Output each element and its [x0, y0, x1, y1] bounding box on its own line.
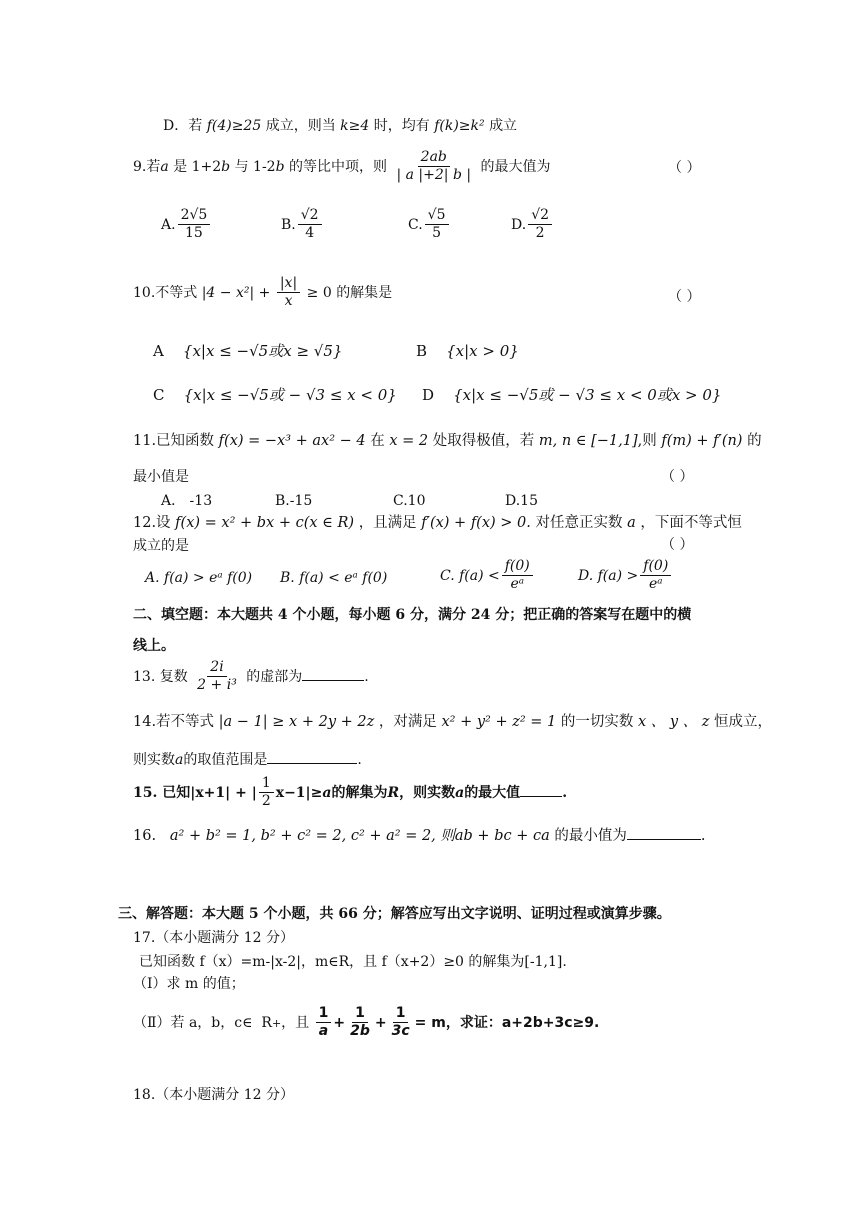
- q17-frac-2: $\frac{1}{2b}$: [350, 1005, 370, 1040]
- q8-option-d: D．若 f(4)≥25 成立，则当 k≥4 时，均有 f(k)≥k² 成立: [163, 118, 518, 134]
- q15-answer-blank[interactable]: [520, 796, 562, 797]
- q16-answer-blank[interactable]: [627, 839, 701, 840]
- section3-heading: 三、解答题：本大题 5 个小题，共 66 分；解答应写出文字说明、证明过程或演算步骤。: [118, 906, 671, 922]
- q14-stem-line2: 则实数a的取值范围是 .: [133, 752, 362, 768]
- q12-option-d-frac: $\frac{f(0)}{\text{eᵃ}}$: [640, 559, 671, 593]
- q18-header: 18.（本小题满分 12 分）: [133, 1087, 294, 1103]
- q9-option-a-frac: $\frac{2√5}{15}$: [178, 208, 211, 242]
- q11-stem: 11.已知函数 f(x) = −x³ + ax² − 4 在 x = 2 处取得极值，若 m, n ∈ [−1,1],则 f(m) + f′(n) 的: [133, 433, 762, 449]
- q10-fraction: $\frac{|x|}{x}$: [277, 276, 300, 310]
- q13-stem: 13. 复数 $\frac{2i}{\text{2 + i³}}$ 的虚部为 .: [133, 659, 369, 694]
- q11-stem-line2: 最小值是: [133, 469, 189, 485]
- q9-option-c: C. $\frac{√5}{5}$: [408, 208, 451, 242]
- q17-part1: （Ⅰ）求 m 的值；: [133, 976, 245, 992]
- q12-stem-line2: 成立的是: [133, 538, 189, 554]
- q12-option-b: B. f(a) < eᵃ f(0): [280, 570, 388, 586]
- q11-option-a: A． -13: [161, 493, 213, 509]
- q11-option-d: D.15: [505, 493, 538, 509]
- q11-option-b: B.-15: [275, 493, 313, 509]
- q17-header: 17.（本小题满分 12 分）: [133, 930, 294, 946]
- q9-option-b-frac: $\frac{√2}{4}$: [298, 208, 322, 242]
- q12-option-c-frac: $\frac{f(0)}{\text{eᵃ}}$: [502, 559, 533, 593]
- q9-option-b: B. $\frac{√2}{4}$: [281, 208, 324, 242]
- q15-stem: 15. 已知|x+1| + | $\frac{1}{2}$ x−1|≥a的解集为R，则实数a的最大值 .: [133, 775, 568, 810]
- q14-answer-blank[interactable]: [267, 763, 357, 764]
- q17-part2-image-formula: $\frac{1}{a}$ + $\frac{1}{2b}$ + $\frac{1}{3c}$ = m，求证：a+2b+3c≥9.: [314, 1015, 600, 1031]
- q10-option-a: A {x|x ≤ −√5或x ≥ √5}: [153, 342, 343, 360]
- q16-stem: 16. a² + b² = 1, b² + c² = 2, c² + a² = 2, 则ab + bc + ca 的最小值为 .: [133, 828, 706, 844]
- q17-frac-1: $\frac{1}{a}$: [316, 1006, 332, 1040]
- q9-answer-paren: （ ）: [668, 160, 701, 176]
- q13-answer-blank[interactable]: [302, 680, 364, 681]
- q12-option-a: A. f(a) > eᵃ f(0): [145, 570, 253, 586]
- q9-option-d: D. $\frac{√2}{2}$: [511, 208, 554, 242]
- section2-heading-line1: 二、填空题：本大题共 4 个小题，每小题 6 分，满分 24 分；把正确的答案写在题中的横: [133, 607, 692, 623]
- q12-answer-paren: （ ）: [661, 537, 694, 553]
- q9-option-c-frac: $\frac{√5}{5}$: [425, 208, 449, 242]
- q11-option-c: C.10: [393, 493, 426, 509]
- q9-stem: 9.若a 是 1+2b 与 1-2b 的等比中项，则 $\frac{2ab}{| a |+2| b |}$ 的最大值为: [133, 149, 551, 184]
- q12-option-c: C. f(a) < $\frac{f(0)}{\text{eᵃ}}$: [440, 559, 535, 593]
- q17-given: 已知函数 f（x）=m-|x-2|，m∈R，且 f（x+2）≥0 的解集为[-1,1].: [139, 954, 567, 970]
- q10-option-d: D {x|x ≤ −√5或 − √3 ≤ x < 0或x > 0}: [422, 386, 722, 404]
- q10-answer-paren: （ ）: [668, 289, 701, 305]
- q11-answer-paren: （ ）: [661, 469, 694, 485]
- q10-option-b: B {x|x > 0}: [416, 342, 519, 360]
- q9-option-a: A. $\frac{2√5}{15}$: [161, 208, 212, 242]
- q9-fraction: $\frac{2ab}{| a |+2| b |}$: [396, 149, 472, 184]
- q10-stem: 10.不等式 |4 − x²| + $\frac{|x|}{x}$ ≥ 0 的解集是: [133, 275, 393, 310]
- q17-frac-3: $\frac{1}{3c}$: [391, 1005, 410, 1040]
- q10-option-c: C {x|x ≤ −√5或 − √3 ≤ x < 0}: [153, 386, 397, 404]
- q15-fraction: $\frac{1}{2}$: [259, 776, 274, 810]
- q12-option-d: D. f(a) > $\frac{f(0)}{\text{eᵃ}}$: [578, 559, 673, 593]
- q13-fraction: $\frac{2i}{\text{2 + i³}}$: [197, 659, 237, 694]
- q14-stem: 14.若不等式 |a − 1| ≥ x + 2y + 2z ，对满足 x² + y² + z² = 1 的一切实数 x 、 y 、 z 恒成立，: [133, 714, 773, 730]
- section2-heading-line2: 线上。: [133, 638, 175, 654]
- q9-option-d-frac: $\frac{√2}{2}$: [528, 208, 552, 242]
- q12-stem: 12.设 f(x) = x² + bx + c(x ∈ R) ，且满足 f′(x) + f(x) > 0. 对任意正实数 a ，下面不等式恒: [133, 515, 742, 531]
- q17-part2: （Ⅱ）若 a，b，c∈ R+，且 $\frac{1}{a}$ + $\frac{1}{2b}$ + $\frac{1}{3c}$ = m，求证：a+2b+3c≥9.: [133, 1005, 600, 1040]
